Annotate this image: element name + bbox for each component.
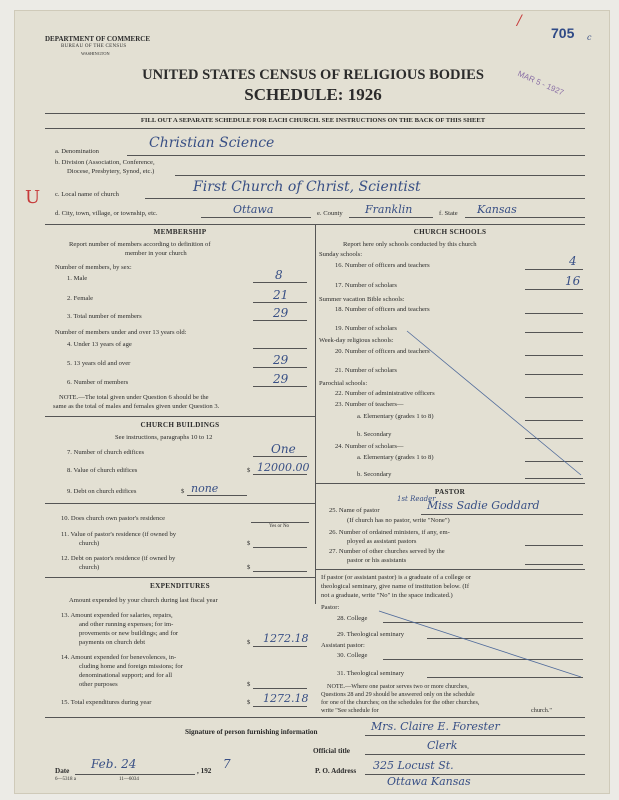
summer-scholars-label: 19. Number of scholars xyxy=(335,325,397,332)
female-label: 2. Female xyxy=(67,295,94,302)
benevolences-label-4: other purposes xyxy=(79,681,118,688)
census-schedule-form xyxy=(14,10,610,794)
under-13-label: 4. Under 13 years of age xyxy=(67,341,132,348)
over-13-value: 29 xyxy=(273,353,289,367)
state-value: Kansas xyxy=(477,203,517,216)
graduate-instructions-3: not a graduate, write "No" in the space indicated.) xyxy=(321,592,453,599)
benevolences-label: 14. Amount expended for benevolences, in- xyxy=(61,654,177,661)
residence-value-label-2: church) xyxy=(79,540,100,547)
po-address-label: P. O. Address xyxy=(315,767,357,775)
total-expenditures-label: 15. Total expenditures during year xyxy=(61,699,152,706)
bureau-city: WASHINGTON xyxy=(81,51,110,56)
teachers-secondary-label: b. Secondary xyxy=(357,431,392,438)
benevolences-label-3: denominational support; and for all xyxy=(79,672,173,679)
number-members-value: 29 xyxy=(273,372,289,386)
division-label: b. Division (Association, Conference, xyxy=(55,159,155,166)
salaries-label-4: payments on church debt xyxy=(79,639,146,646)
department-name: DEPARTMENT OF COMMERCE xyxy=(45,35,151,43)
dollar-sign: $ xyxy=(247,681,251,688)
po-address-value-2: Ottawa Kansas xyxy=(387,775,471,788)
residence-debt-label: 12. Debt on pastor's residence (if owned by xyxy=(61,555,176,562)
parochial-schools-label: Parochial schools: xyxy=(319,380,368,387)
instruction-line: FILL OUT A SEPARATE SCHEDULE FOR EACH CHURCH. SEE INSTRUCTIONS ON THE BACK OF THIS SHEET xyxy=(140,117,486,124)
dollar-sign: $ xyxy=(247,564,251,571)
scholars-elementary-label: a. Elementary (grades 1 to 8) xyxy=(357,454,434,461)
expenditures-heading: EXPENDITURES xyxy=(150,582,210,590)
membership-intro: Report number of members according to definition of xyxy=(69,241,211,248)
pastor-name-value: Miss Sadie Goddard xyxy=(427,499,540,512)
assistant-seminary-label: 31. Theological seminary xyxy=(337,670,405,677)
other-churches-label: 27. Number of other churches served by the xyxy=(329,548,445,555)
edifices-count-label: 7. Number of church edifices xyxy=(67,449,145,456)
county-label: e. County xyxy=(317,210,343,217)
owns-residence-label: 10. Does church own pastor's residence xyxy=(61,515,166,522)
pastor-heading: PASTOR xyxy=(434,488,466,496)
total-members-value: 29 xyxy=(273,306,289,320)
dollar-sign: $ xyxy=(247,540,251,547)
dollar-sign: $ xyxy=(247,699,251,706)
dollar-sign: $ xyxy=(181,488,185,495)
weekday-scholars-label: 21. Number of scholars xyxy=(335,367,397,374)
ordained-ministers-label-2: ployed as assistant pastors xyxy=(347,538,417,545)
local-name-value: First Church of Christ, Scientist xyxy=(193,179,421,195)
pastor-note-3: for one of the churches; on the schedules for the other churches, xyxy=(321,699,480,706)
age-breakdown-label: Number of members under and over 13 years old: xyxy=(55,329,187,336)
sunday-scholars-label: 17. Number of scholars xyxy=(335,282,397,289)
male-value: 8 xyxy=(275,268,283,282)
dollar-sign: $ xyxy=(247,467,251,474)
salaries-label-2: and other running expenses; for im- xyxy=(79,621,174,628)
church-schools-heading: CHURCH SCHOOLS xyxy=(413,228,487,236)
assistant-college-label: 30. College xyxy=(337,652,368,659)
scholars-secondary-label: b. Secondary xyxy=(357,471,392,478)
pastor-name-label: 25. Name of pastor xyxy=(329,507,380,514)
date-label: Date xyxy=(55,767,70,775)
sunday-officers-label: 16. Number of officers and teachers xyxy=(335,262,430,269)
pastor-college-label: 28. College xyxy=(337,615,368,622)
pastor-note: NOTE.—Where one pastor serves two or more churches, xyxy=(327,683,469,690)
city-label: d. City, town, village, or township, etc. xyxy=(55,210,158,217)
date-value: Feb. 24 xyxy=(91,757,137,771)
pastor-seminary-label: 29. Theological seminary xyxy=(337,631,405,638)
edifices-debt-value: none xyxy=(191,482,219,495)
edifices-value-label: 8. Value of church edifices xyxy=(67,467,138,474)
po-address-value: 325 Locust St. xyxy=(373,759,454,772)
edifices-count-value: One xyxy=(271,442,296,456)
residence-value-label: 11. Value of pastor's residence (if owned by xyxy=(61,531,177,538)
edifices-value-value: 12000.00 xyxy=(257,461,310,474)
division-label-2: Diocese, Presbytery, Synod, etc.) xyxy=(67,168,155,175)
over-13-label: 5. 13 years old and over xyxy=(67,360,131,367)
female-value: 21 xyxy=(273,288,289,302)
residence-debt-label-2: church) xyxy=(79,564,100,571)
other-churches-label-2: pastor or his assistants xyxy=(347,557,407,564)
strike-through-line xyxy=(405,329,585,479)
official-title-value: Clerk xyxy=(427,739,458,752)
total-expenditures-value: 1272.18 xyxy=(263,692,309,705)
expenditures-intro: Amount expended by your church during last fiscal year xyxy=(69,597,218,604)
sunday-scholars-value: 16 xyxy=(565,274,581,288)
strike-through-line xyxy=(375,609,585,679)
by-sex-label: Number of members, by sex: xyxy=(55,264,132,271)
benevolences-label-2: cluding home and foreign missions; for xyxy=(79,663,183,670)
official-title-label: Official title xyxy=(313,747,350,755)
local-name-label: c. Local name of church xyxy=(55,191,119,198)
state-label: f. State xyxy=(439,210,458,217)
dollar-sign: $ xyxy=(247,639,251,646)
graduate-instructions: If pastor (or assistant pastor) is a graduate of a college or xyxy=(321,574,471,581)
first-reader-note: 1st Reader xyxy=(397,495,436,503)
salaries-label-3: provements or new buildings; and for xyxy=(79,630,179,637)
summer-schools-label: Summer vacation Bible schools: xyxy=(319,296,405,303)
pastor-note-5: church." xyxy=(531,707,552,714)
summer-officers-label: 18. Number of officers and teachers xyxy=(335,306,430,313)
total-members-label: 3. Total number of members xyxy=(67,313,142,320)
year-prefix: , 192 xyxy=(197,767,212,775)
administrative-officers-label: 22. Number of administrative officers xyxy=(335,390,435,397)
sunday-officers-value: 4 xyxy=(569,254,577,268)
yes-no-hint: Yes or No xyxy=(269,524,290,529)
salaries-value: 1272.18 xyxy=(263,632,309,645)
form-number: 6—5318 a xyxy=(55,777,76,782)
weekday-officers-label: 20. Number of officers and teachers xyxy=(335,348,430,355)
check-mark: / xyxy=(517,13,522,29)
membership-intro-2: member in your church xyxy=(125,250,187,257)
membership-note: NOTE.—The total given under Question 6 should be the xyxy=(59,394,209,401)
county-value: Franklin xyxy=(365,203,413,216)
no-pastor-hint: (If church has no pastor, write "None") xyxy=(347,517,450,524)
church-buildings-heading: CHURCH BUILDINGS xyxy=(140,421,220,429)
pastor-note-2: Questions 28 and 29 should be answered only on the schedule xyxy=(321,691,475,698)
form-number-2: 11—6034 xyxy=(119,777,139,782)
salaries-label: 13. Amount expended for salaries, repairs, xyxy=(61,612,173,619)
buildings-instructions: See instructions, paragraphs 10 to 12 xyxy=(115,434,213,441)
ordained-ministers-label: 26. Number of ordained ministers, if any, em- xyxy=(329,529,450,536)
received-date-stamp: MAR 5 - 1927 xyxy=(516,69,566,98)
city-value: Ottawa xyxy=(233,203,274,216)
sunday-schools-label: Sunday schools: xyxy=(319,251,363,258)
pastor-note-4: write "See schedule for xyxy=(321,707,379,714)
graduate-instructions-2: theological seminary, give name of institution below. (If xyxy=(321,583,470,590)
membership-heading: MEMBERSHIP xyxy=(153,228,207,236)
schools-intro: Report here only schools conducted by this church xyxy=(343,241,477,248)
schedule-title: SCHEDULE: 1926 xyxy=(244,85,382,104)
signature-label: Signature of person furnishing information xyxy=(185,728,318,736)
form-title: UNITED STATES CENSUS OF RELIGIOUS BODIES xyxy=(142,67,484,83)
denomination-label: a. Denomination xyxy=(55,148,99,155)
schedule-number: 705 xyxy=(551,25,575,41)
teachers-elementary-label: a. Elementary (grades 1 to 8) xyxy=(357,413,434,420)
edifices-debt-label: 9. Debt on church edifices xyxy=(67,488,137,495)
weekday-schools-label: Week-day religious schools: xyxy=(319,337,394,344)
pastor-sub-label: Pastor: xyxy=(321,604,340,611)
schedule-number-suffix: c xyxy=(587,33,592,42)
year-value: 7 xyxy=(223,757,231,771)
bureau-name: BUREAU OF THE CENSUS xyxy=(61,44,127,49)
denomination-value: Christian Science xyxy=(149,135,275,151)
scholars-label: 24. Number of scholars— xyxy=(335,443,404,450)
assistant-pastor-label: Assistant pastor: xyxy=(321,642,365,649)
teachers-label: 23. Number of teachers— xyxy=(335,401,404,408)
review-mark: U xyxy=(25,187,41,208)
membership-note-2: same as the total of males and females given under Question 3. xyxy=(53,403,220,410)
signature-value: Mrs. Claire E. Forester xyxy=(371,720,500,733)
number-members-label: 6. Number of members xyxy=(67,379,129,386)
male-label: 1. Male xyxy=(67,275,88,282)
